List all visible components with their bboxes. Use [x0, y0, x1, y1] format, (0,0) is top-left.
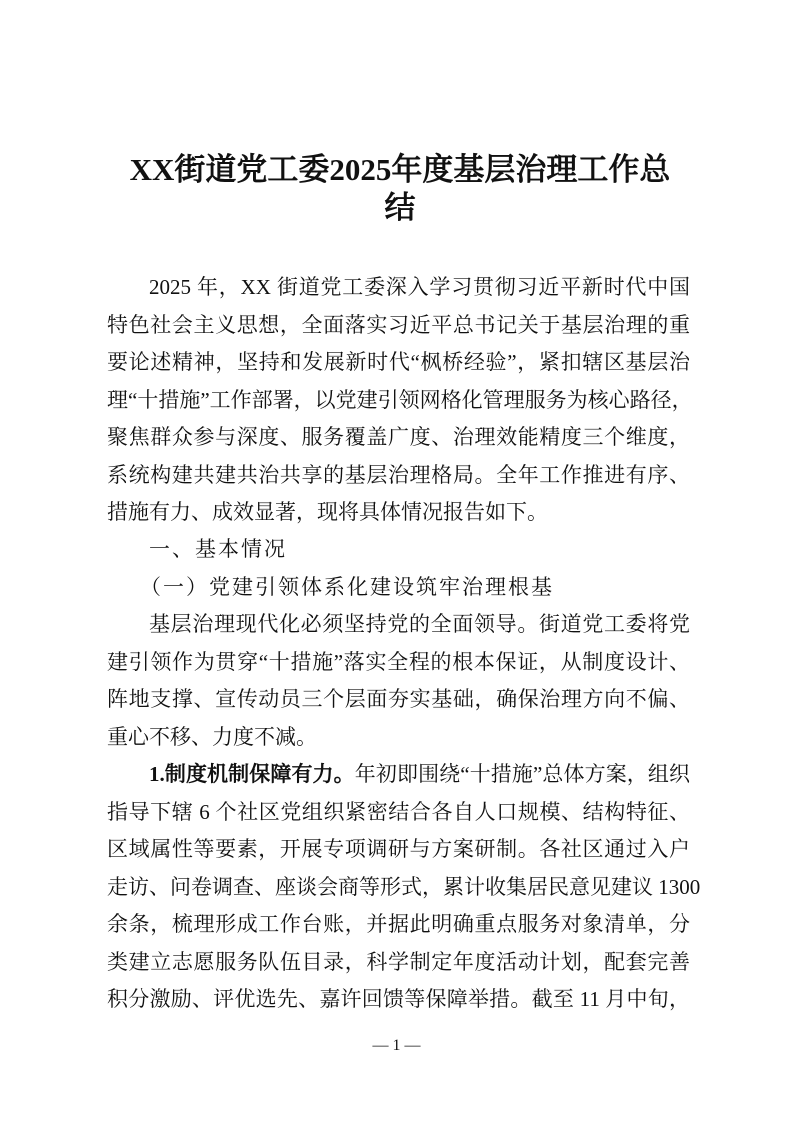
title-line: 结 — [384, 190, 416, 225]
text-line: 余条，梳理形成工作台账，并据此明确重点服务对象清单，分 — [107, 912, 690, 936]
text-line: 走访、问卷调查、座谈会商等形式，累计收集居民意见建议 1300 — [107, 875, 701, 899]
text-line: 2025 年，XX 街道党工委深入学习贯彻习近平新时代中国 — [149, 275, 690, 299]
bold-lead: 1.制度机制保障有力。 — [149, 762, 355, 786]
text-line: 重心不移、力度不减。 — [107, 725, 317, 749]
text-line: 特色社会主义思想，全面落实习近平总书记关于基层治理的重 — [107, 313, 690, 337]
text-line: 区域属性等要素，开展专项调研与方案研制。各社区通过入户 — [107, 837, 690, 861]
title-line: XX街道党工委2025年度基层治理工作总 — [129, 152, 671, 187]
text-line: 聚焦群众参与深度、服务覆盖广度、治理效能精度三个维度， — [107, 425, 690, 449]
text-line: 阵地支撑、宣传动员三个层面夯实基础，确保治理方向不偏、 — [107, 687, 690, 711]
text-line — [149, 761, 690, 787]
text-line: 理“十措施”工作部署，以党建引领网格化管理服务为核心路径， — [107, 388, 693, 412]
text-line: 要论述精神，坚持和发展新时代“枫桥经验”，紧扣辖区基层治 — [107, 350, 690, 374]
subsection-heading: （一）党建引领体系化建设筑牢治理根基 — [140, 575, 554, 599]
page-number: — 1 — — [372, 1037, 421, 1054]
text-line: 基层治理现代化必须坚持党的全面领导。街道党工委将党 — [149, 612, 690, 636]
text-line: 措施有力、成效显著，现将具体情况报告如下。 — [107, 500, 548, 524]
text-line: 类建立志愿服务队伍目录，科学制定年度活动计划，配套完善 — [107, 950, 690, 974]
text-line: 建引领作为贯穿“十措施”落实全程的根本保证，从制度设计、 — [107, 650, 690, 674]
text-line: 积分激励、评优选先、嘉许回馈等保障举措。截至 11 月中旬， — [107, 987, 690, 1011]
text-line: 系统构建共建共治共享的基层治理格局。全年工作推进有序、 — [107, 463, 690, 487]
section-heading: 一、基本情况 — [149, 537, 287, 561]
text-span: 年初即围绕“十措施”总体方案，组织 — [354, 762, 691, 786]
text-line: 指导下辖 6 个社区党组织紧密结合各自人口规模、结构特征、 — [107, 800, 690, 824]
